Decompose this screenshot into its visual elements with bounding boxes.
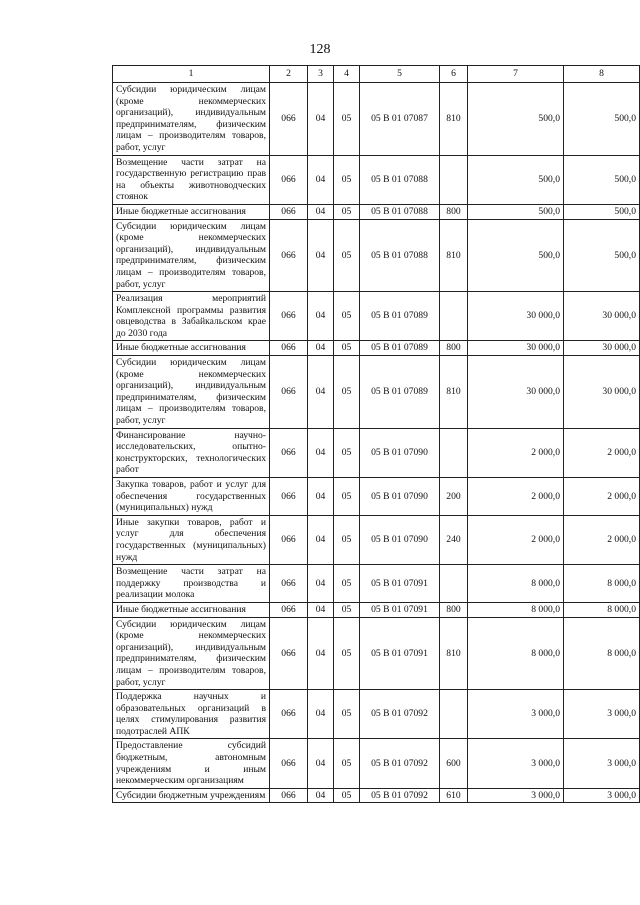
column-header: 4 [334, 66, 360, 83]
code-subsection: 05 [334, 739, 360, 788]
code-subsection: 05 [334, 690, 360, 739]
amount-year-1: 3 000,0 [468, 788, 564, 803]
row-name: Финансирование научно-исследовательских, опытно-конструкторских, технологических работ [113, 428, 270, 477]
code-section: 04 [308, 690, 334, 739]
code-subsection: 05 [334, 155, 360, 204]
code-section: 04 [308, 478, 334, 516]
code-expense-type: 800 [440, 602, 468, 617]
row-name: Иные закупки товаров, работ и услуг для обеспечения государственных (муниципальных) нужд [113, 515, 270, 564]
code-target-article: 05 В 01 07092 [360, 788, 440, 803]
code-target-article: 05 В 01 07089 [360, 356, 440, 429]
code-section: 04 [308, 565, 334, 603]
code-expense-type: 810 [440, 219, 468, 292]
amount-year-1: 500,0 [468, 83, 564, 156]
amount-year-1: 30 000,0 [468, 356, 564, 429]
code-ministry: 066 [270, 617, 308, 690]
amount-year-2: 3 000,0 [564, 739, 640, 788]
amount-year-1: 500,0 [468, 219, 564, 292]
table-row [113, 788, 640, 803]
row-name: Иные бюджетные ассигнования [113, 204, 270, 219]
page-number: 128 [309, 42, 331, 57]
amount-year-2: 8 000,0 [564, 602, 640, 617]
code-ministry: 066 [270, 204, 308, 219]
code-target-article: 05 В 01 07090 [360, 515, 440, 564]
row-name: Поддержка научных и образовательных организаций в целях стимулирования развития подотраслей АПК [113, 690, 270, 739]
table-row [113, 292, 640, 341]
table-row [113, 515, 640, 564]
amount-year-1: 8 000,0 [468, 602, 564, 617]
code-expense-type: 810 [440, 617, 468, 690]
code-expense-type [440, 292, 468, 341]
code-expense-type [440, 690, 468, 739]
table-row [113, 204, 640, 219]
column-header: 6 [440, 66, 468, 83]
column-header: 2 [270, 66, 308, 83]
code-expense-type [440, 155, 468, 204]
code-expense-type: 610 [440, 788, 468, 803]
code-ministry: 066 [270, 219, 308, 292]
code-target-article: 05 В 01 07090 [360, 428, 440, 477]
amount-year-2: 3 000,0 [564, 690, 640, 739]
amount-year-2: 500,0 [564, 204, 640, 219]
row-name: Субсидии бюджетным учреждениям [113, 788, 270, 803]
amount-year-1: 3 000,0 [468, 739, 564, 788]
table-header-row [113, 66, 640, 83]
code-ministry: 066 [270, 478, 308, 516]
column-header: 7 [468, 66, 564, 83]
code-target-article: 05 В 01 07091 [360, 617, 440, 690]
code-subsection: 05 [334, 292, 360, 341]
table-row [113, 739, 640, 788]
row-name: Субсидии юридическим лицам (кроме некоммерческих организаций), индивидуальным предпринимателям, физическим лицам – производителям товаров, работ, услуг [113, 83, 270, 156]
amount-year-1: 2 000,0 [468, 478, 564, 516]
code-subsection: 05 [334, 602, 360, 617]
row-name: Иные бюджетные ассигнования [113, 602, 270, 617]
code-ministry: 066 [270, 788, 308, 803]
amount-year-1: 2 000,0 [468, 515, 564, 564]
table-row [113, 83, 640, 156]
code-target-article: 05 В 01 07087 [360, 83, 440, 156]
amount-year-2: 3 000,0 [564, 788, 640, 803]
code-ministry: 066 [270, 515, 308, 564]
column-header: 3 [308, 66, 334, 83]
code-subsection: 05 [334, 617, 360, 690]
code-expense-type: 810 [440, 83, 468, 156]
row-name: Предоставление субсидий бюджетным, автономным учреждениям и иным некоммерческим организациям [113, 739, 270, 788]
row-name: Субсидии юридическим лицам (кроме некоммерческих организаций), индивидуальным предпринимателям, физическим лицам – производителям товаров, работ, услуг [113, 219, 270, 292]
amount-year-2: 500,0 [564, 219, 640, 292]
table-row [113, 602, 640, 617]
code-ministry: 066 [270, 739, 308, 788]
code-section: 04 [308, 219, 334, 292]
table-row [113, 690, 640, 739]
code-section: 04 [308, 356, 334, 429]
code-subsection: 05 [334, 83, 360, 156]
code-ministry: 066 [270, 428, 308, 477]
amount-year-2: 2 000,0 [564, 428, 640, 477]
code-section: 04 [308, 739, 334, 788]
code-section: 04 [308, 602, 334, 617]
column-header: 8 [564, 66, 640, 83]
code-ministry: 066 [270, 155, 308, 204]
code-subsection: 05 [334, 204, 360, 219]
amount-year-1: 500,0 [468, 155, 564, 204]
amount-year-1: 30 000,0 [468, 341, 564, 356]
amount-year-2: 2 000,0 [564, 515, 640, 564]
row-name: Иные бюджетные ассигнования [113, 341, 270, 356]
table-row [113, 617, 640, 690]
code-ministry: 066 [270, 690, 308, 739]
code-target-article: 05 В 01 07091 [360, 602, 440, 617]
code-target-article: 05 В 01 07088 [360, 204, 440, 219]
code-subsection: 05 [334, 356, 360, 429]
code-section: 04 [308, 428, 334, 477]
code-expense-type: 800 [440, 204, 468, 219]
amount-year-2: 8 000,0 [564, 565, 640, 603]
code-section: 04 [308, 83, 334, 156]
row-name: Реализация мероприятий Комплексной программы развития овцеводства в Забайкальском крае до 2030 года [113, 292, 270, 341]
code-target-article: 05 В 01 07088 [360, 219, 440, 292]
code-target-article: 05 В 01 07089 [360, 341, 440, 356]
code-ministry: 066 [270, 356, 308, 429]
code-section: 04 [308, 788, 334, 803]
code-expense-type: 800 [440, 341, 468, 356]
table-row [113, 155, 640, 204]
code-target-article: 05 В 01 07090 [360, 478, 440, 516]
code-expense-type: 240 [440, 515, 468, 564]
row-name: Субсидии юридическим лицам (кроме некоммерческих организаций), индивидуальным предпринимателям, физическим лицам – производителям товаров, работ, услуг [113, 617, 270, 690]
table-row [113, 356, 640, 429]
table-row [113, 565, 640, 603]
code-expense-type [440, 428, 468, 477]
row-name: Возмещение части затрат на поддержку производства и реализации молока [113, 565, 270, 603]
amount-year-2: 500,0 [564, 155, 640, 204]
code-section: 04 [308, 617, 334, 690]
amount-year-2: 30 000,0 [564, 292, 640, 341]
row-name: Возмещение части затрат на государственную регистрацию прав на объекты животноводческих стоянок [113, 155, 270, 204]
code-ministry: 066 [270, 83, 308, 156]
code-section: 04 [308, 515, 334, 564]
code-subsection: 05 [334, 788, 360, 803]
code-subsection: 05 [334, 478, 360, 516]
code-subsection: 05 [334, 219, 360, 292]
code-target-article: 05 В 01 07091 [360, 565, 440, 603]
code-target-article: 05 В 01 07092 [360, 690, 440, 739]
column-header: 1 [113, 66, 270, 83]
table-row [113, 428, 640, 477]
row-name: Субсидии юридическим лицам (кроме некоммерческих организаций), индивидуальным предпринимателям, физическим лицам – производителям товаров, работ, услуг [113, 356, 270, 429]
code-subsection: 05 [334, 565, 360, 603]
code-target-article: 05 В 01 07092 [360, 739, 440, 788]
amount-year-2: 30 000,0 [564, 341, 640, 356]
code-target-article: 05 В 01 07089 [360, 292, 440, 341]
amount-year-1: 3 000,0 [468, 690, 564, 739]
code-expense-type: 200 [440, 478, 468, 516]
code-subsection: 05 [334, 428, 360, 477]
code-subsection: 05 [334, 341, 360, 356]
column-header: 5 [360, 66, 440, 83]
code-ministry: 066 [270, 565, 308, 603]
amount-year-2: 2 000,0 [564, 478, 640, 516]
amount-year-1: 30 000,0 [468, 292, 564, 341]
table-row [113, 219, 640, 292]
budget-table [112, 65, 640, 803]
code-ministry: 066 [270, 602, 308, 617]
code-section: 04 [308, 155, 334, 204]
row-name: Закупка товаров, работ и услуг для обеспечения государственных (муниципальных) нужд [113, 478, 270, 516]
code-section: 04 [308, 292, 334, 341]
amount-year-2: 500,0 [564, 83, 640, 156]
amount-year-2: 8 000,0 [564, 617, 640, 690]
code-ministry: 066 [270, 341, 308, 356]
table-row [113, 478, 640, 516]
code-ministry: 066 [270, 292, 308, 341]
code-expense-type [440, 565, 468, 603]
code-section: 04 [308, 204, 334, 219]
code-expense-type: 600 [440, 739, 468, 788]
amount-year-2: 30 000,0 [564, 356, 640, 429]
amount-year-1: 8 000,0 [468, 617, 564, 690]
amount-year-1: 2 000,0 [468, 428, 564, 477]
amount-year-1: 500,0 [468, 204, 564, 219]
amount-year-1: 8 000,0 [468, 565, 564, 603]
code-target-article: 05 В 01 07088 [360, 155, 440, 204]
code-expense-type: 810 [440, 356, 468, 429]
table-row [113, 341, 640, 356]
code-section: 04 [308, 341, 334, 356]
code-subsection: 05 [334, 515, 360, 564]
